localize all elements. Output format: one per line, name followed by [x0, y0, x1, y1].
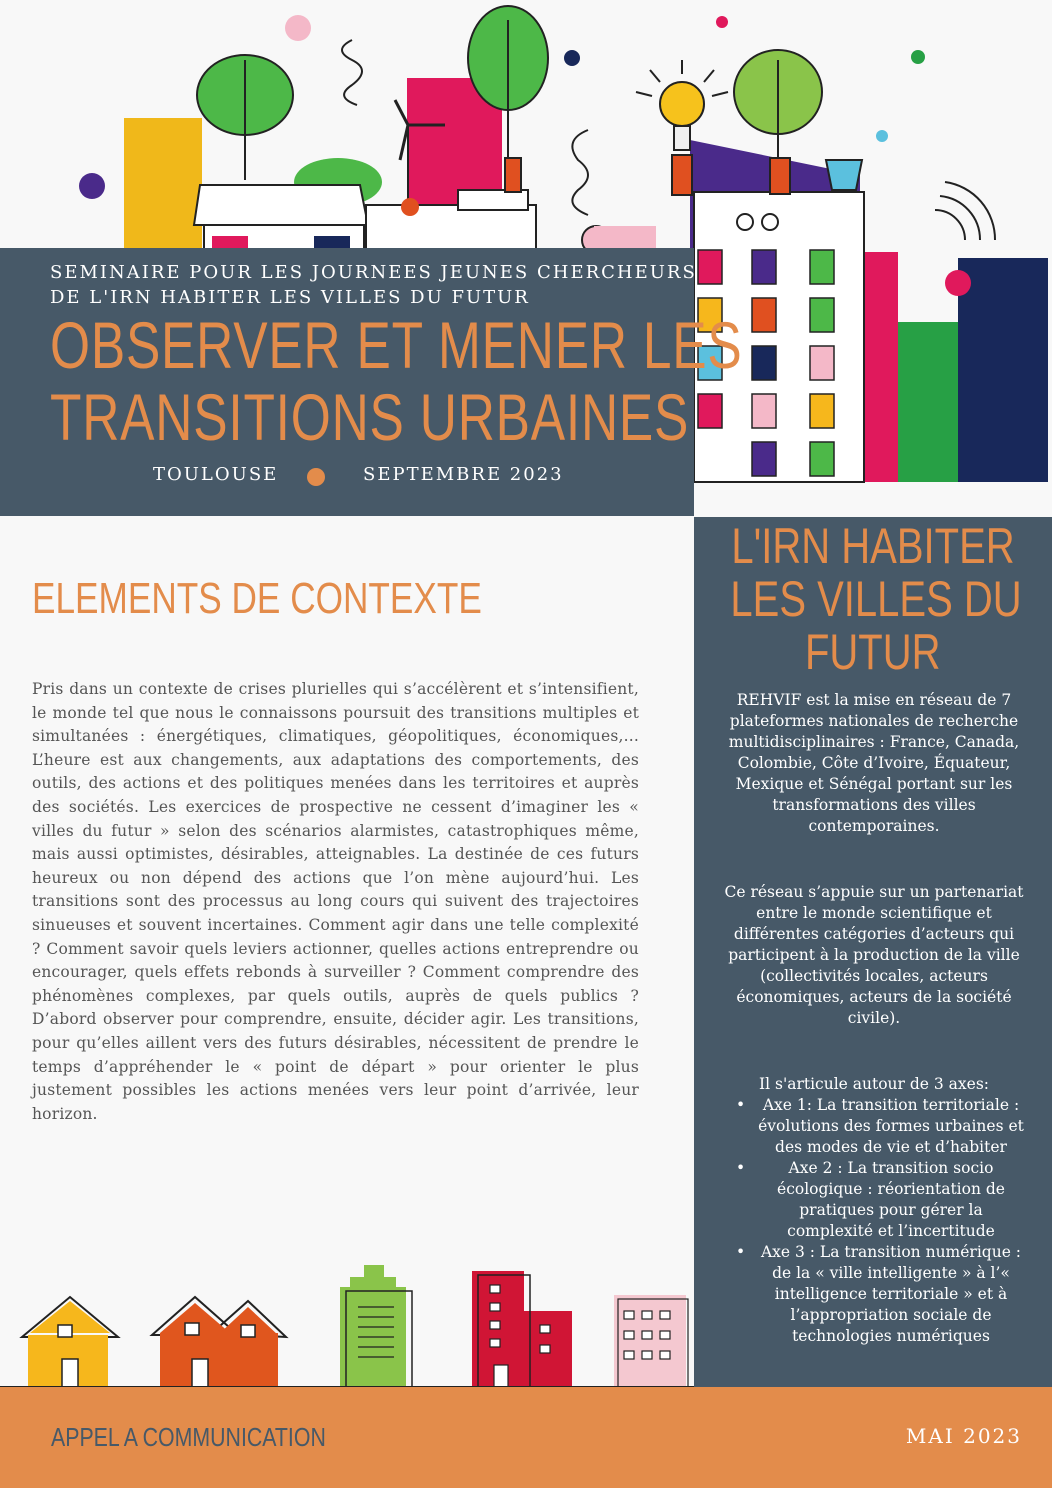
bullet-icon: • — [736, 1243, 746, 1261]
list-item — [736, 1095, 1026, 1158]
main-title-line1: OBSERVER ET MENER LES — [50, 308, 743, 382]
sidebar-paragraph-network: REHVIF est la mise en réseau de 7 plateformes nationales de recherche multidisciplinaires : France, Canada, Colombie, Côte d’Ivoire, Équateur, Mexique et Sénégal portant sur les transformations des villes contemporaines. — [728, 691, 1020, 835]
sidebar-title-line3: FUTUR — [805, 624, 941, 680]
event-date: SEPTEMBRE 2023 — [363, 464, 564, 485]
context-body: Pris dans un contexte de crises plurielles qui s’accélèrent et s’intensifient, le monde tel que nous le connaissons poursuit des transitions multiples et simultanées : énergétiques, climatiques, géopolitiques, économiques,... L’heure est aux changements, aux adaptations des comportements, des outils, des actions et des politiques menées dans les territoires et auprès des sociétés. Les exercices de prospective ne cessent d’imaginer les « villes du futur » selon des scénarios alarmistes, catastrophiques même, mais aussi optimistes, désirables, atteignables. La destinée de ces futurs heureux ou non dépend des actions que l’on mène aujourd’hui. Les transitions sont des processus au long cours qui suivent des trajectoires sinueuses et souvent incertaines. Comment agir dans une telle complexité ? Comment savoir quels leviers actionner, quelles actions entreprendre ou encourager, quels effets rebonds à surveiller ? Comment comprendre des phénomènes complexes, par quels outils, auprès de quels publics ? D’abord observer pour comprendre, ensuite, décider agir. Les transitions, pour qu’elles aillent vers des futurs désirables, nécessitent de prendre le temps d’appréhender le « point de départ » pour orienter le plus justement possibles les actions menées vers leur point d’arrivée, leur horizon. — [32, 680, 639, 1123]
seminar-subtitle-line2: DE L'IRN HABITER LES VILLES DU FUTUR — [50, 287, 530, 308]
context-heading: ELEMENTS DE CONTEXTE — [32, 574, 482, 623]
bullet-icon: • — [736, 1096, 746, 1114]
list-item — [736, 1242, 1026, 1347]
sidebar-title-line1: L'IRN HABITER — [731, 518, 1015, 574]
houses-illustration — [0, 1255, 694, 1390]
bullet-icon: • — [736, 1159, 746, 1177]
sidebar-axes-intro: Il s'articule autour de 3 axes: — [758, 1075, 990, 1093]
axis-text: Axe 2 : La transition socio écologique : réorientation de pratiques pour gérer la complexité et l’incertitude — [777, 1159, 1005, 1240]
deadline-date: MAI 2023 — [905, 1424, 1022, 1448]
list-item — [736, 1158, 1026, 1242]
call-for-papers-label: APPEL A COMMUNICATION — [51, 1422, 326, 1452]
main-title-line2: TRANSITIONS URBAINES — [50, 380, 690, 454]
seminar-subtitle-line1: SEMINAIRE POUR LES JOURNEES JEUNES CHERCHEURS — [50, 262, 697, 283]
axes-list — [736, 1095, 1026, 1347]
sidebar-title-line2: LES VILLES DU — [730, 571, 1022, 627]
sidebar-paragraph-partnership: Ce réseau s’appuie sur un partenariat entre le monde scientifique et différentes catégories d’acteurs qui participent à la production de la ville (collectivités locales, acteurs économiques, acteurs de la société civile). — [724, 883, 1024, 1027]
event-location: TOULOUSE — [153, 464, 279, 485]
axis-text: Axe 3 : La transition numérique : de la « ville intelligente » à l’« intelligence territoriale » et à l’appropriation sociale de technologies numériques — [760, 1243, 1022, 1345]
separator-dot-icon — [307, 468, 325, 486]
axis-text: Axe 1: La transition territoriale : évolutions des formes urbaines et des modes de vie et d’habiter — [758, 1096, 1024, 1156]
